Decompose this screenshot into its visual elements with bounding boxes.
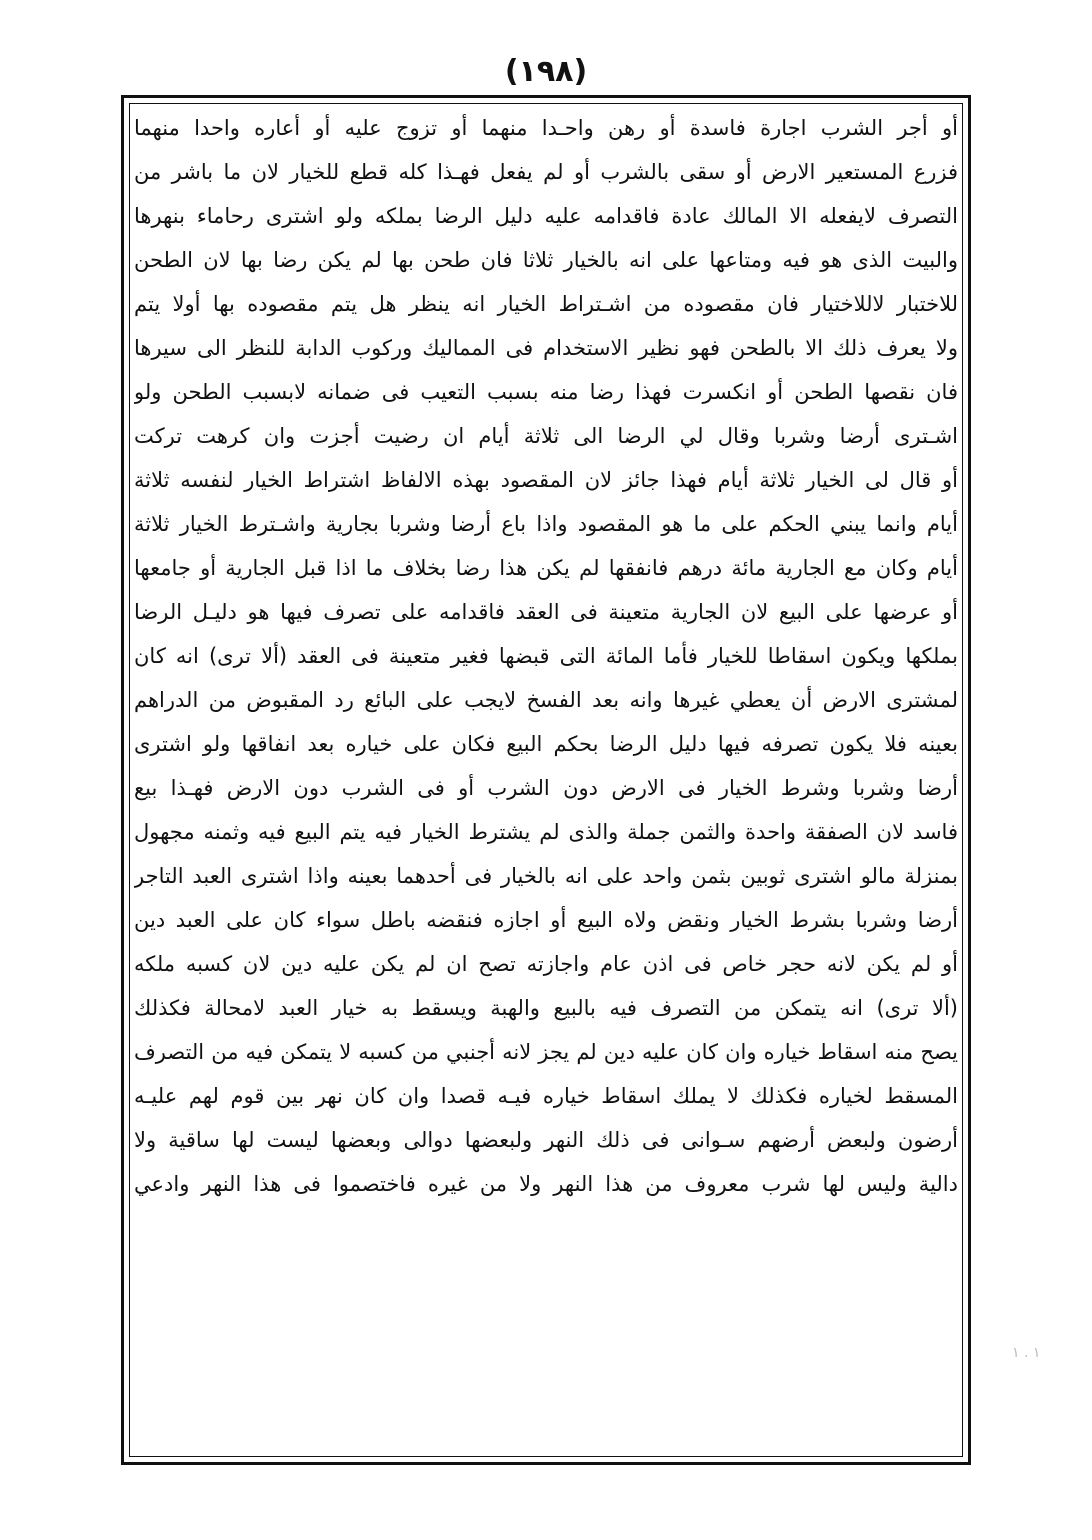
- text-line: للاختبار لاللاختيار فان مقصوده من اشـتراط الخيار انه ينظر هل يتم مقصوده بها أولا يتم: [134, 292, 958, 316]
- text-line: أيام وكان مع الجارية مائة درهم فانفقها لم يكن هذا رضا بخلاف ما اذا قبل الجارية أو جامعها: [134, 556, 958, 580]
- text-line: بملكها ويكون اسقاطا للخيار فأما المائة التى قبضها فغير متعينة فى العقد (ألا ترى) انه كان: [134, 644, 958, 668]
- text-line: يصح منه اسقاط خياره وان كان عليه دين لم يجز لانه أجنبي من كسبه لا يتمكن فيه من التصرف: [134, 1040, 958, 1064]
- text-line: والبيت الذى هو فيه ومتاعها على انه بالخيار ثلاثا فان طحن بها لم يكن رضا بها لان الطحن: [134, 248, 958, 272]
- text-line: أو قال لى الخيار ثلاثة أيام فهذا جائز لان المقصود بهذه الالفاظ اشتراط الخيار لنفسه ثلاثة: [134, 468, 958, 492]
- text-frame: [121, 95, 971, 1465]
- text-line: أو عرضها على البيع لان الجارية متعينة فى العقد فاقدامه على تصرف فيها هو دليـل الرضا: [134, 600, 958, 624]
- text-line: التصرف لايفعله الا المالك عادة فاقدامه عليه دليل الرضا بملكه ولو اشترى رحاماء بنهرها: [134, 204, 958, 228]
- page-number: (١٩٨): [504, 54, 588, 89]
- text-line: ولا يعرف ذلك الا بالطحن فهو نظير الاستخدام فى المماليك وركوب الدابة للنظر الى سيرها: [134, 336, 958, 360]
- text-line: أو أجر الشرب اجارة فاسدة أو رهن واحـدا منهما أو تزوج عليه أو أعاره واحدا منهما: [134, 116, 958, 140]
- text-line: أو لم يكن لانه حجر خاص فى اذن عام واجازته تصح ان لم يكن عليه دين لان كسبه ملكه: [134, 952, 958, 976]
- text-line: اشـترى أرضا وشربا وقال لي الرضا الى ثلاثة أيام ان رضيت أجزت وان كرهت تركت: [134, 424, 958, 448]
- text-line: لمشترى الارض أن يعطي غيرها وانه بعد الفسخ لايجب على البائع رد المقبوض من الدراهم: [134, 688, 958, 712]
- text-line: فاسد لان الصفقة واحدة والثمن جملة والذى لم يشترط الخيار فيه يتم البيع فيه وثمنه مجهول: [134, 820, 958, 844]
- text-line: أيام وانما يبني الحكم على ما هو المقصود واذا باع أرضا وشربا بجارية واشـترط الخيار ثلاثة: [134, 512, 958, 536]
- text-line: أرضا وشربا وشرط الخيار فى الارض دون الشرب أو فى الشرب دون الارض فهـذا بيع: [134, 776, 958, 800]
- text-line: بمنزلة مالو اشترى ثوبين بثمن واحد على انه بالخيار فى أحدهما بعينه واذا اشترى العبد التاجر: [134, 864, 958, 888]
- margin-mark: ١ . ١: [1012, 1345, 1041, 1361]
- text-line: فان نقصها الطحن أو انكسرت فهذا رضا منه بسبب التعيب فى ضمانه لابسبب الطحن ولو: [134, 380, 958, 404]
- text-line: فزرع المستعير الارض أو سقى بالشرب أو لم يفعل فهـذا كله قطع للخيار لان ما باشر من: [134, 160, 958, 184]
- body-text: [134, 106, 958, 1206]
- text-line: دالية وليس لها شرب معروف من هذا النهر ولا من غيره فاختصموا فى هذا النهر وادعي: [134, 1172, 958, 1196]
- text-line: المسقط لخياره فكذلك لا يملك اسقاط خياره فيـه قصدا وان كان نهر بين قوم لهم عليـه: [134, 1084, 958, 1108]
- text-line: أرضا وشربا بشرط الخيار ونقض ولاه البيع أو اجازه فنقضه باطل سواء كان على العبد دين: [134, 908, 958, 932]
- text-line: أرضون ولبعض أرضهم سـوانى فى ذلك النهر ولبعضها دوالى وبعضها ليست لها ساقية ولا: [134, 1128, 958, 1152]
- text-line: (ألا ترى) انه يتمكن من التصرف فيه بالبيع والهبة ويسقط به خيار العبد لامحالة فكذلك: [134, 996, 958, 1020]
- text-line: بعينه فلا يكون تصرفه فيها دليل الرضا بحكم البيع فكان على خياره بعد انفاقها ولو اشترى: [134, 732, 958, 756]
